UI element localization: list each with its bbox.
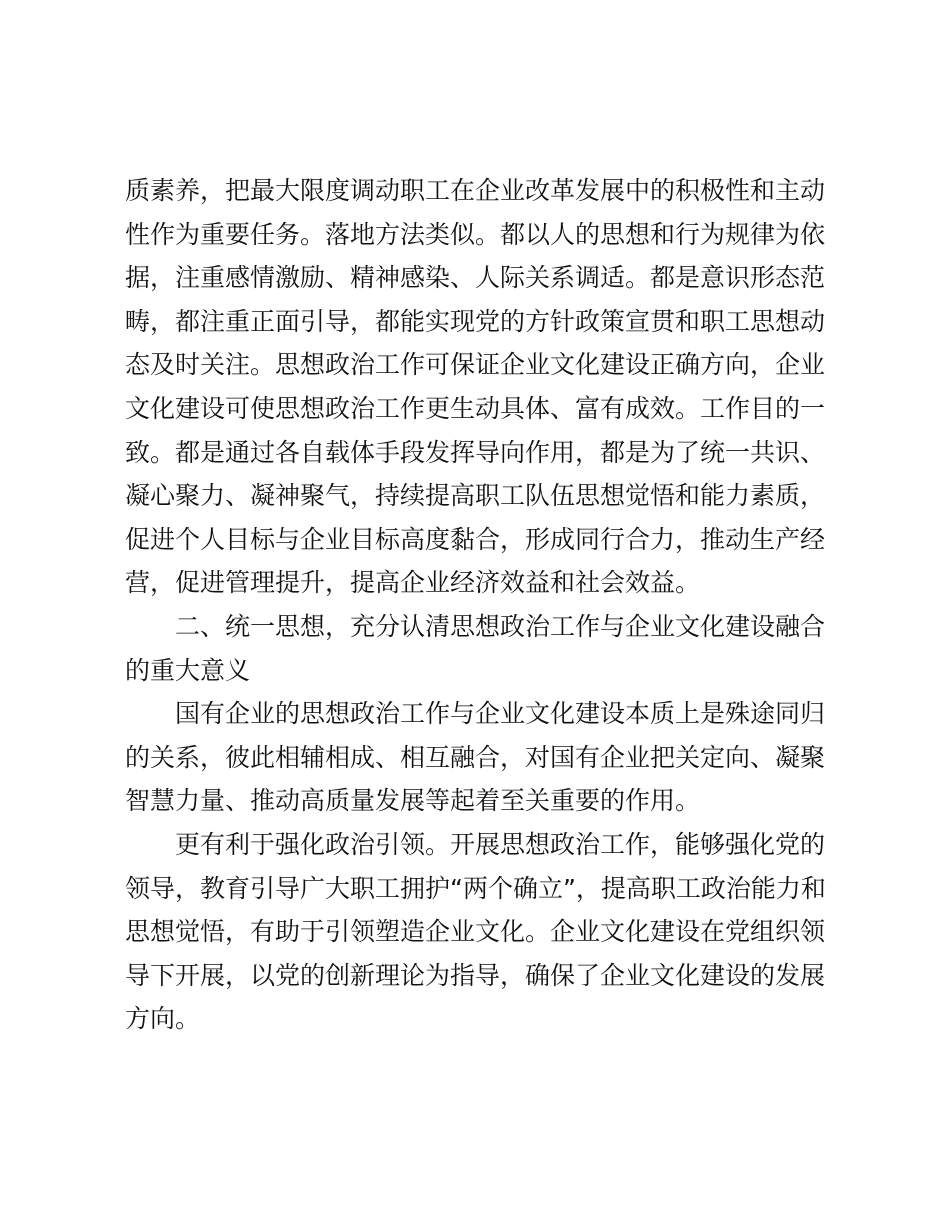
heading-line: 的重大意义	[125, 655, 251, 685]
text-line: 营，促进管理提升，提高企业经济效益和社会效益。	[125, 568, 701, 598]
paragraph	[125, 692, 826, 823]
paragraph-continuation	[125, 169, 826, 605]
text-line: 性作为重要任务。落地方法类似。都以人的思想和行为规律为依	[125, 219, 826, 249]
text-line: 方向。	[125, 1004, 201, 1034]
text-line: 致。都是通过各自载体手段发挥导向作用，都是为了统一共识、	[125, 437, 826, 467]
text-line: 质素养，把最大限度调动职工在企业改革发展中的积极性和主动	[125, 176, 826, 205]
text-line: 领导，教育引导广大职工拥护“两个确立”，提高职工政治能力和	[125, 873, 826, 903]
section-heading	[125, 605, 826, 692]
text-line: 的关系，彼此相辅相成、相互融合，对国有企业把关定向、凝聚	[125, 742, 826, 772]
paragraph	[125, 823, 826, 1041]
text-line: 更有利于强化政治引领。开展思想政治工作，能够强化党的	[175, 829, 826, 859]
text-line: 畴，都注重正面引导，都能实现党的方针政策宣贯和职工思想动	[125, 306, 826, 336]
text-line: 促进个人目标与企业目标高度黏合，形成同行合力，推动生产经	[125, 524, 826, 554]
text-line: 态及时关注。思想政治工作可保证企业文化建设正确方向，企业	[125, 350, 826, 380]
text-line: 智慧力量、推动高质量发展等起着至关重要的作用。	[125, 786, 701, 816]
text-line: 文化建设可使思想政治工作更生动具体、富有成效。工作目的一	[125, 393, 826, 423]
text-line: 据，注重感情激励、精神感染、人际关系调适。都是意识形态范	[125, 263, 826, 293]
document-body	[125, 169, 826, 1041]
text-line: 导下开展，以党的创新理论为指导，确保了企业文化建设的发展	[125, 960, 826, 990]
text-line: 国有企业的思想政治工作与企业文化建设本质上是殊途同归	[175, 699, 826, 729]
text-line: 凝心聚力、凝神聚气，持续提高职工队伍思想觉悟和能力素质，	[125, 481, 826, 511]
text-line: 思想觉悟，有助于引领塑造企业文化。企业文化建设在党组织领	[125, 917, 826, 947]
heading-line: 二、统一思想，充分认清思想政治工作与企业文化建设融合	[175, 611, 826, 641]
